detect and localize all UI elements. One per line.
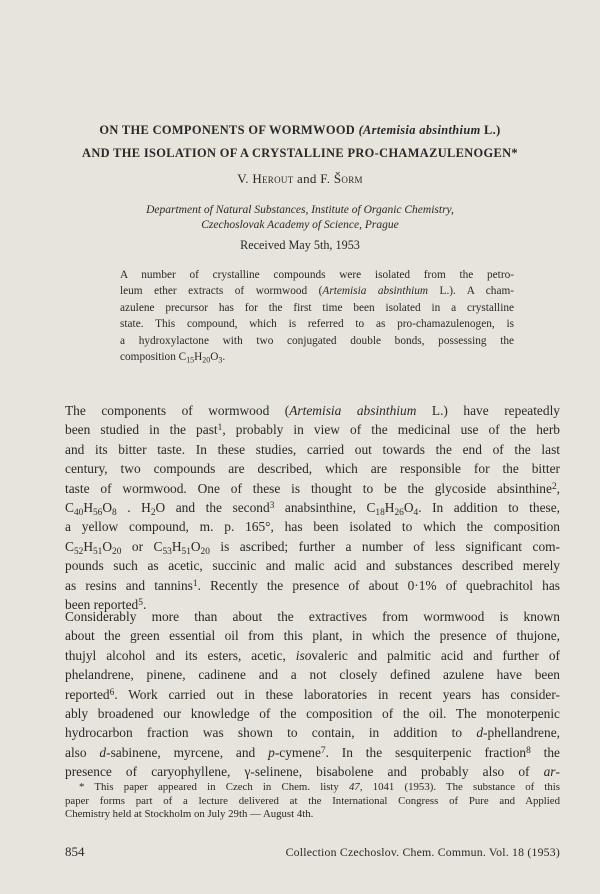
received-date: Received May 5th, 1953 <box>240 238 360 252</box>
title-line-1: ON THE COMPONENTS OF WORMWOOD (Artemisia absinthium L.) <box>99 123 501 137</box>
species-name: (Artemisia absinthium <box>358 123 481 137</box>
journal-citation: Collection Czechoslov. Chem. Commun. Vol. 18 (1953) <box>285 845 560 859</box>
authors: V. Herout and F. Šorm <box>237 171 363 186</box>
title-line-2: AND THE ISOLATION OF A CRYSTALLINE PRO-CHAMAZULENOGEN* <box>82 146 518 160</box>
footnote: * This paper appeared in Czech in Chem. listy 47, 1041 (1953). The substance of this paper forms part of a lecture delivered at the International Congress of Pure and Applied Chemistry held at Stockholm on July 29th — August 4th. <box>65 781 560 821</box>
author-herout: Herout <box>252 171 294 186</box>
article-title <box>20 119 580 165</box>
page-number: 854 <box>65 844 85 859</box>
body-paragraph-2: Considerably more than about the extractives from wormwood is known about the green essential oil from this plant, in which the presence of thujone, thujyl alcohol and its esters, acetic, isovaleric and palmitic acid and further of phelandrene, pinene, cadinene and a not closely defined azulene have been reported$^6$. Work carried out in these laboratories in recent years has consider- ably broadened our knowledge of the composition of the oil. The monoterpenic hydrocarbon fraction was shown to contain, in addition to d-phellandrene, also d-sabinene, myrcene, and p-cymene$^7$. In the sesquiterpenic fraction$^8$ the presence of caryophyllene, γ-selinene, bisabolene and probably also of ar- <box>65 609 560 780</box>
body-paragraph-1: The components of wormwood (Artemisia absinthium L.) have repeatedly been studied in the past$^1$, probably in view of the medicinal use of the herb and its bitter taste. In these studies, carried out towards the end of the last century, two compounds are described, which are responsible for the bitter taste of wormwood. One of these is thought to be the glycoside absinthine$^2$, $C_{40}H_{56}O_8$ . $H_2O$ and the second$^3$ anabsinthine, $C_{18}H_{26}O_4$. In addition to these, a yellow compound, m. p. 165°, has been isolated to which the composition $C_{52}H_{51}O_{20}$ or $C_{53}H_{51}O_{20}$ is ascribed; further a number of less significant com- pounds such as acetic, succinic and malic acid and substances described merely as resins and tannins$^1$. Recently the presence of about 0·1% of quebrachitol has been reported$^5$. <box>65 403 561 613</box>
affiliation: Department of Natural Substances, Institute of Organic Chemistry, Czechoslovak Academy of Science, Prague <box>146 204 454 231</box>
author-sorm: Šorm <box>333 171 363 186</box>
abstract: A number of crystalline compounds were isolated from the petro- leum ether extracts of wormwood (Artemisia absinthium L.). A cham- azulene precursor has for the first time been isolated in a crystalline state. This compound, which is referred to as pro-chamazulenogen, is a hydroxylactone with two conjugated double bonds, possessing the composition $C_{15}H_{20}O_3$. <box>120 269 515 365</box>
